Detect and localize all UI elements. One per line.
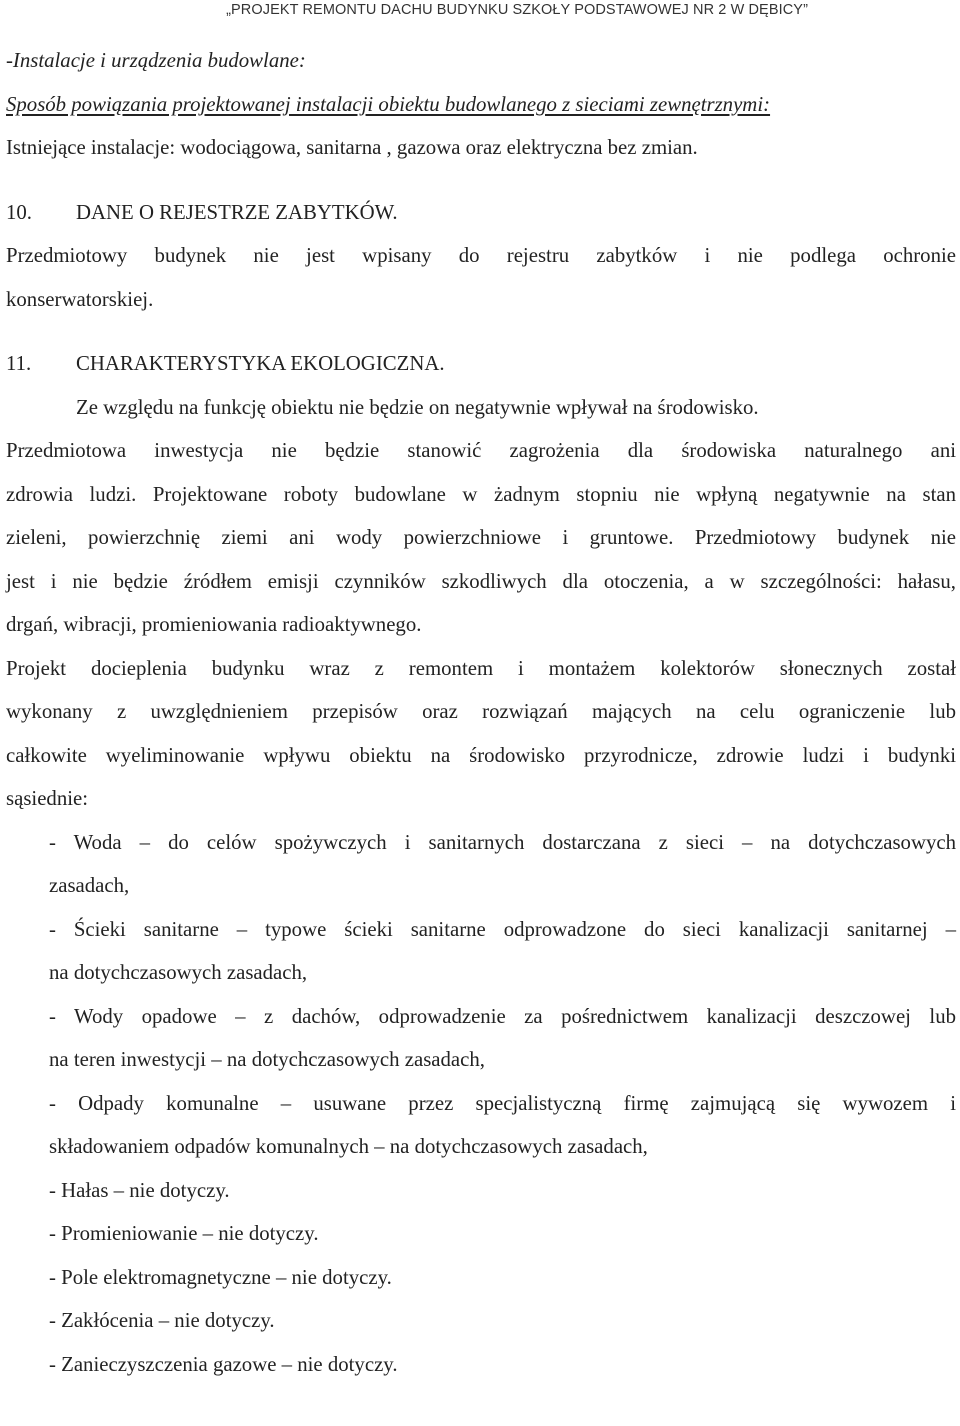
- section-10-line: Przedmiotowy budynek nie jest wpisany do rejestru zabytków i nie podlega ochronie: [6, 244, 956, 267]
- section-11-number: 11.: [6, 352, 32, 375]
- section-11-intro: Ze względu na funkcję obiektu nie będzie on negatywnie wpływał na środowisko.: [76, 395, 759, 419]
- list-item: na dotychczasowych zasadach,: [49, 961, 308, 984]
- paragraph-line: sąsiednie:: [6, 787, 89, 810]
- paragraph-line: jest i nie będzie źródłem emisji czynników szkodliwych dla otoczenia, a w szczególności: hałasu,: [6, 569, 956, 593]
- installations-text: Istniejące instalacje: wodociągowa, sanitarna , gazowa oraz elektryczna bez zmian.: [6, 136, 698, 159]
- section-11-heading: [6, 342, 956, 386]
- list-item: - Zakłócenia – nie dotyczy.: [49, 1309, 275, 1332]
- list-item: - Ścieki sanitarne – typowe ścieki sanitarne odprowadzone do sieci kanalizacji sanitarnej –: [49, 917, 956, 941]
- paragraph-line: zieleni, powierzchnię ziemi ani wody powierzchniowe i gruntowe. Przedmiotowy budynek nie: [6, 526, 956, 549]
- section-10-line: konserwatorskiej.: [6, 287, 154, 311]
- page-header: „PROJEKT REMONTU DACHU BUDYNKU SZKOŁY PODSTAWOWEJ NR 2 W DĘBICY”: [226, 2, 808, 18]
- document-body: [6, 39, 956, 1386]
- paragraph-line: drgań, wibracji, promieniowania radioaktywnego.: [6, 613, 422, 636]
- list-item: - Pole elektromagnetyczne – nie dotyczy.: [49, 1265, 392, 1289]
- list-item: na teren inwestycji – na dotychczasowych zasadach,: [49, 1048, 485, 1071]
- spacer: [6, 170, 956, 191]
- section-10-heading: [6, 191, 956, 235]
- paragraph-line: Przedmiotowa inwestycja nie będzie stanowić zagrożenia dla środowiska naturalnego ani: [6, 439, 956, 462]
- section-10-number: 10.: [6, 200, 32, 224]
- paragraph-line: całkowite wyeliminowanie wpływu obiektu na środowisko przyrodnicze, zdrowie ludzi i budynki: [6, 743, 956, 767]
- list-item: - Woda – do celów spożywczych i sanitarnych dostarczana z sieci – na dotychczasowych: [49, 830, 956, 854]
- spacer: [6, 321, 956, 342]
- list-item: - Wody opadowe – z dachów, odprowadzenie za pośrednictwem kanalizacji deszczowej lub: [49, 1004, 956, 1028]
- list-item: - Hałas – nie dotyczy.: [49, 1178, 230, 1202]
- installations-heading: -Instalacje i urządzenia budowlane:: [6, 49, 306, 72]
- installations-subheading: Sposób powiązania projektowanej instalacji obiektu budowlanego z sieciami zewnętrznymi:: [6, 92, 771, 116]
- list-item: - Odpady komunalne – usuwane przez specjalistyczną firmę zajmującą się wywozem i: [49, 1091, 956, 1115]
- paragraph-line: wykonany z uwzględnieniem przepisów oraz rozwiązań mających na celu ograniczenie lub: [6, 700, 956, 723]
- list-item: zasadach,: [49, 874, 130, 897]
- list-item: - Zanieczyszczenia gazowe – nie dotyczy.: [49, 1352, 398, 1376]
- paragraph-line: zdrowia ludzi. Projektowane roboty budowlane w żadnym stopniu nie wpłyną negatywnie na stan: [6, 482, 956, 506]
- section-10-title: DANE O REJESTRZE ZABYTKÓW.: [76, 200, 398, 224]
- section-11-title: CHARAKTERYSTYKA EKOLOGICZNA.: [76, 352, 445, 375]
- paragraph-line: Projekt docieplenia budynku wraz z remontem i montażem kolektorów słonecznych został: [6, 656, 956, 680]
- list-item: - Promieniowanie – nie dotyczy.: [49, 1222, 319, 1245]
- list-item: składowaniem odpadów komunalnych – na dotychczasowych zasadach,: [49, 1135, 648, 1158]
